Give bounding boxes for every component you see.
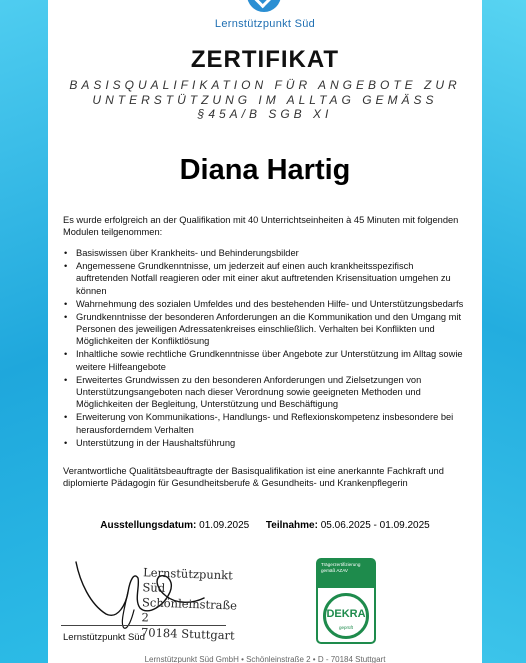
certificate-subtitle: BASISQUALIFIKATION FÜR ANGEBOTE ZUR UNTERSTÜTZUNG IM ALLTAG GEMÄSS §45A/B SGB XI: [69, 78, 461, 121]
seal-sub: geprüft: [338, 625, 353, 630]
address-stamp: [141, 565, 244, 643]
participation-value: 05.06.2025 - 01.09.2025: [320, 520, 430, 531]
responsible-statement: Verantwortliche Qualitätsbeauftragte der Basisqualifikation ist eine anerkannte Fachkraft und diplomierte Pädagogin für Gesundheitsberufe & Gesundheits- und Krankenpflegerin: [63, 466, 444, 489]
background-left: [0, 0, 48, 663]
stamp-line: Lernstützpunkt Süd: [142, 565, 234, 596]
module-list: [63, 247, 468, 450]
seal-brand: DEKRA: [326, 608, 366, 620]
stamp-line: Schönleinstraße 2: [141, 595, 238, 625]
list-item: • Basiswissen über Krankheits- und Behinderungsbilder: [63, 247, 468, 259]
issue-date-value: 01.09.2025: [199, 520, 250, 531]
logo-check-icon: [247, 0, 281, 12]
footer-address: Lernstützpunkt Süd GmbH • Schönleinstraße 2 • D - 70184 Stuttgart: [144, 655, 386, 663]
stamp-line: 70184 Stuttgart: [140, 625, 235, 643]
intro-text: Es wurde erfolgreich an der Qualifikation mit 40 Unterrichtseinheiten à 45 Minuten mit folgenden Modulen teilgenommen:: [63, 215, 459, 238]
certificate-sheet: [48, 0, 482, 663]
list-item: • Angemessene Grundkenntnisse, um jederzeit auf einen auch krankheitsspezifisch auftretenden Notfall reagieren oder mit einer akut auftretenden Krisensituation umgehen zu können: [63, 260, 468, 297]
list-item: • Erweitertes Grundwissen zu den besonderen Anforderungen und Zielsetzungen von Unterstützungsangeboten nach dieser Verordnung sowie geeigneten Methoden und Möglichkeiten der Begleitung, Unterstützung und Beschäftigung: [63, 374, 468, 411]
seal-top-text: Trägerzertifizierung gemäß AZAV: [318, 560, 374, 588]
issue-date-label: Ausstellungsdatum:: [100, 520, 197, 531]
recipient-name: Diana Hartig: [179, 154, 351, 186]
list-item: • Grundkenntnisse der besonderen Anforderungen an die Kommunikation und den Umgang mit Personen des jeweiligen Adressatenkreises einschließlich. Verhalten bei Konflikten und Möglichkeiten der Konfliktlösung: [63, 311, 468, 348]
background-right: [482, 0, 526, 663]
dates-line: [48, 520, 482, 531]
participation-label: Teilnahme:: [265, 520, 318, 531]
list-item: • Inhaltliche sowie rechtliche Grundkenntnisse über Angebote zur Unterstützung im Alltag sowie weitere Hilfeangebote: [63, 348, 468, 373]
list-item: • Wahrnehmung des sozialen Umfeldes und des bestehenden Hilfe- und Unterstützungsbedarfs: [63, 298, 468, 310]
org-logo-text: Lernstützpunkt Süd: [214, 18, 316, 30]
certificate-title: ZERTIFIKAT: [190, 46, 340, 73]
dekra-seal: [316, 558, 376, 644]
signature-label: Lernstützpunkt Süd: [63, 632, 145, 643]
list-item: • Unterstützung in der Haushaltsführung: [63, 437, 468, 449]
list-item: • Erweiterung von Kommunikations-, Handlungs- und Reflexionskompetenz insbesondere bei herausforderndem Verhalten: [63, 411, 468, 436]
signature-line: [61, 625, 226, 626]
